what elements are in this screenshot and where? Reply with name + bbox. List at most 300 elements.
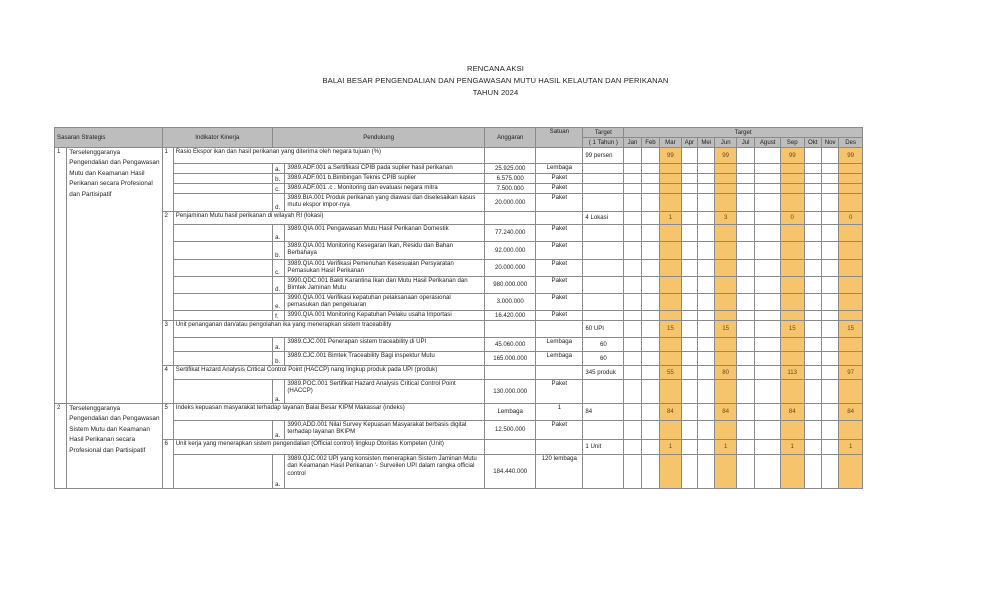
- month-cell-nov: [821, 212, 838, 225]
- title-line-2: BALAI BESAR PENGENDALIAN DAN PENGAWASAN MUTU HASIL KELAUTAN DAN PERIKANAN: [322, 76, 669, 85]
- pendukung-text: 3989.CJC.001 Penerapan sistem traceability di UPI: [285, 338, 485, 352]
- month-target-mar: 55: [660, 366, 682, 380]
- indikator-row: [55, 212, 863, 225]
- indikator-text: Unit penanganan dan/atau pengolahan ika yang menerapkan sistem traceability: [173, 321, 484, 338]
- month-cell-sep: [780, 242, 804, 260]
- month-cell-okt: [804, 260, 821, 277]
- pendukung-letter: a.: [273, 225, 285, 242]
- pendukung-anggaran: 6.575.000: [485, 174, 536, 184]
- month-target-sep: 99: [780, 148, 804, 164]
- month-cell-jan: [624, 225, 641, 242]
- pendukung-letter: a.: [273, 455, 285, 489]
- pendukung-text: 3989.CJC.001 Bimtek Traceability Bagi inspektur Mutu: [285, 352, 485, 366]
- month-cell-agust: [755, 174, 781, 184]
- pendukung-anggaran: 184.440.000: [485, 455, 536, 489]
- month-cell-apr: [681, 164, 697, 174]
- action-plan-table: [54, 127, 863, 489]
- indikator-target: 84: [583, 404, 624, 421]
- month-cell-jul: [736, 380, 754, 404]
- month-cell-des: [839, 184, 863, 194]
- month-cell-feb: [641, 404, 659, 421]
- indikator-text: Penjaminan Mutu hasil perikanan di wilayah RI (lokasi): [173, 212, 484, 225]
- pendukung-anggaran: 20.000.000: [485, 194, 536, 212]
- indent-cell: [173, 164, 272, 174]
- indent-cell: [173, 338, 272, 352]
- month-cell-jan: [624, 421, 641, 440]
- title-line-1: RENCANA AKSI: [467, 64, 524, 73]
- pendukung-letter: c.: [273, 260, 285, 277]
- month-cell-feb: [641, 440, 659, 455]
- month-cell-des: [839, 225, 863, 242]
- month-cell-mei: [698, 321, 715, 338]
- month-cell-feb: [641, 380, 659, 404]
- month-cell-sep: [780, 380, 804, 404]
- month-target-mar: 1: [660, 440, 682, 455]
- month-cell-nov: [821, 260, 838, 277]
- month-cell-agust: [755, 380, 781, 404]
- month-cell-okt: [804, 404, 821, 421]
- month-cell-agust: [755, 311, 781, 321]
- pendukung-target: 60: [583, 352, 624, 366]
- month-cell-okt: [804, 338, 821, 352]
- month-cell-mei: [698, 174, 715, 184]
- month-cell-okt: [804, 440, 821, 455]
- pendukung-target: [583, 174, 624, 184]
- pendukung-satuan: Paket: [536, 421, 583, 440]
- sasaran-number: 1: [55, 148, 67, 404]
- pendukung-satuan: Paket: [536, 294, 583, 311]
- month-cell-jul: [736, 277, 754, 294]
- month-cell-des: [839, 352, 863, 366]
- month-cell-okt: [804, 455, 821, 489]
- month-cell-jul: [736, 294, 754, 311]
- month-cell-sep: [780, 225, 804, 242]
- month-cell-feb: [641, 352, 659, 366]
- month-cell-jan: [624, 338, 641, 352]
- month-cell-mei: [698, 455, 715, 489]
- month-cell-jan: [624, 321, 641, 338]
- month-cell-apr: [681, 380, 697, 404]
- month-cell-mar: [660, 421, 682, 440]
- pendukung-text: 3989.QIA.001 Pengawasan Mutu Hasil Perikanan Domestik: [285, 225, 485, 242]
- indent-cell: [173, 277, 272, 294]
- month-cell-mei: [698, 338, 715, 352]
- month-cell-jan: [624, 294, 641, 311]
- pendukung-text: 3990.QIA.001 Verifikasi kepatuhan pelaksanaan operasional pemasukan dan pengeluaran: [285, 294, 485, 311]
- month-cell-sep: [780, 352, 804, 366]
- indikator-number: 2: [162, 212, 173, 321]
- pendukung-text: 3990.QIA.001 Monitoring Kepatuhan Pelaku usaha Importasi: [285, 311, 485, 321]
- month-cell-mar: [660, 352, 682, 366]
- month-cell-okt: [804, 174, 821, 184]
- month-cell-apr: [681, 184, 697, 194]
- month-cell-okt: [804, 164, 821, 174]
- indikator-number: 3: [162, 321, 173, 366]
- month-cell-mei: [698, 404, 715, 421]
- month-cell-jun: [715, 260, 737, 277]
- indikator-number: 6: [162, 440, 173, 489]
- month-cell-mei: [698, 242, 715, 260]
- month-cell-mar: [660, 242, 682, 260]
- month-cell-agust: [755, 440, 781, 455]
- pendukung-anggaran: 7.500.000: [485, 184, 536, 194]
- month-cell-apr: [681, 242, 697, 260]
- month-cell-nov: [821, 321, 838, 338]
- month-cell-nov: [821, 352, 838, 366]
- month-cell-jun: [715, 184, 737, 194]
- month-cell-okt: [804, 380, 821, 404]
- month-cell-des: [839, 260, 863, 277]
- pendukung-letter: b.: [273, 352, 285, 366]
- month-cell-mei: [698, 277, 715, 294]
- month-cell-okt: [804, 321, 821, 338]
- sasaran-text: Terselenggaranya Pengendalian dan Pengawasan Sistem Mutu dan Keamanan Hasil Perikanan secara Profesional dan Partisipatif: [67, 404, 162, 489]
- pendukung-target: [583, 421, 624, 440]
- month-cell-agust: [755, 404, 781, 421]
- pendukung-letter: a.: [273, 380, 285, 404]
- month-cell-feb: [641, 260, 659, 277]
- month-cell-nov: [821, 366, 838, 380]
- month-cell-sep: [780, 311, 804, 321]
- month-cell-mei: [698, 440, 715, 455]
- indent-cell: [173, 242, 272, 260]
- pendukung-satuan: Paket: [536, 225, 583, 242]
- pendukung-letter: e.: [273, 294, 285, 311]
- month-cell-agust: [755, 338, 781, 352]
- pendukung-target: [583, 311, 624, 321]
- month-cell-okt: [804, 184, 821, 194]
- pendukung-target: [583, 277, 624, 294]
- month-cell-sep: [780, 338, 804, 352]
- month-cell-sep: [780, 184, 804, 194]
- month-cell-sep: [780, 421, 804, 440]
- month-cell-sep: [780, 174, 804, 184]
- pendukung-target: [583, 455, 624, 489]
- month-cell-des: [839, 294, 863, 311]
- pendukung-anggaran: 77.240.000: [485, 225, 536, 242]
- pendukung-row: [55, 311, 863, 321]
- pendukung-satuan: Lembaga: [536, 164, 583, 174]
- indikator-anggaran: Lembaga: [485, 404, 536, 421]
- indikator-satuan: [536, 440, 583, 455]
- month-target-mar: 99: [660, 148, 682, 164]
- month-cell-agust: [755, 455, 781, 489]
- month-cell-agust: [755, 148, 781, 164]
- pendukung-text: 3989.ADF.001 a.Sertifikasi CPIB pada suplier hasil perikanan: [285, 164, 485, 174]
- month-cell-agust: [755, 194, 781, 212]
- indikator-number: 4: [162, 366, 173, 404]
- month-target-jun: 1: [715, 440, 737, 455]
- indikator-anggaran: [485, 366, 536, 380]
- indikator-text: Indeks kepuasan masyarakat terhadap layanan Balai Besar KIPM Makassar (indeks): [173, 404, 484, 421]
- month-cell-okt: [804, 148, 821, 164]
- month-cell-apr: [681, 277, 697, 294]
- indikator-target: 99 persen: [583, 148, 624, 164]
- indikator-satuan: [536, 321, 583, 338]
- month-cell-nov: [821, 404, 838, 421]
- pendukung-satuan: Paket: [536, 260, 583, 277]
- month-cell-apr: [681, 212, 697, 225]
- month-cell-apr: [681, 321, 697, 338]
- month-cell-des: [839, 174, 863, 184]
- month-target-des: 1: [839, 440, 863, 455]
- month-cell-des: [839, 421, 863, 440]
- month-cell-mar: [660, 311, 682, 321]
- month-cell-agust: [755, 260, 781, 277]
- month-cell-jun: [715, 242, 737, 260]
- month-cell-jun: [715, 225, 737, 242]
- month-cell-jan: [624, 174, 641, 184]
- month-cell-nov: [821, 164, 838, 174]
- month-cell-nov: [821, 380, 838, 404]
- month-cell-okt: [804, 294, 821, 311]
- sasaran-number: 2: [55, 404, 67, 489]
- month-cell-des: [839, 242, 863, 260]
- month-cell-jun: [715, 174, 737, 184]
- indent-cell: [173, 352, 272, 366]
- pendukung-text: 3989.BIA.001 Produk perikanan yang diawasi dan diselesaikan kasus mutu ekspor impor-nya: [285, 194, 485, 212]
- month-target-des: 84: [839, 404, 863, 421]
- month-cell-nov: [821, 277, 838, 294]
- month-cell-nov: [821, 338, 838, 352]
- month-target-jun: 99: [715, 148, 737, 164]
- pendukung-satuan: Paket: [536, 194, 583, 212]
- month-target-des: 99: [839, 148, 863, 164]
- pendukung-target: [583, 380, 624, 404]
- month-cell-jun: [715, 455, 737, 489]
- month-target-des: 0: [839, 212, 863, 225]
- month-cell-agust: [755, 366, 781, 380]
- pendukung-satuan: Paket: [536, 184, 583, 194]
- month-sep: Sep: [780, 138, 804, 148]
- month-target-mar: 15: [660, 321, 682, 338]
- month-cell-agust: [755, 277, 781, 294]
- pendukung-text: 3989.ADF.001 .c . Monitoring dan evaluasi negara mitra: [285, 184, 485, 194]
- month-cell-feb: [641, 294, 659, 311]
- month-target-des: 15: [839, 321, 863, 338]
- month-nov: Nov: [821, 138, 838, 148]
- sasaran-text: Terselenggaranya Pengendalian dan Pengawasan Mutu dan Keamanan Hasil Perikanan secara Profesional dan Partisipatif: [67, 148, 162, 404]
- month-jan: Jan: [624, 138, 641, 148]
- indikator-number: 5: [162, 404, 173, 440]
- pendukung-anggaran: 130.000.000: [485, 380, 536, 404]
- month-mar: Mar: [660, 138, 682, 148]
- month-cell-sep: [780, 164, 804, 174]
- pendukung-letter: b.: [273, 174, 285, 184]
- month-des: Des: [839, 138, 863, 148]
- month-cell-mar: [660, 294, 682, 311]
- month-cell-agust: [755, 321, 781, 338]
- month-cell-jul: [736, 148, 754, 164]
- header-target: Target: [583, 128, 624, 138]
- indikator-row: [55, 366, 863, 380]
- month-cell-mei: [698, 212, 715, 225]
- indikator-anggaran: [485, 440, 536, 455]
- month-cell-jul: [736, 212, 754, 225]
- pendukung-target: [583, 294, 624, 311]
- month-jul: Jul: [736, 138, 754, 148]
- month-cell-feb: [641, 321, 659, 338]
- month-cell-des: [839, 455, 863, 489]
- indikator-satuan: [536, 148, 583, 164]
- pendukung-text: 3989.QIA.001 Monitoring Kesegaran Ikan, Residu dan Bahan Berbahaya: [285, 242, 485, 260]
- indent-cell: [173, 174, 272, 184]
- indikator-anggaran: [485, 148, 536, 164]
- month-cell-sep: [780, 260, 804, 277]
- month-cell-jul: [736, 164, 754, 174]
- indikator-row: [55, 148, 863, 164]
- month-cell-feb: [641, 194, 659, 212]
- month-target-sep: 113: [780, 366, 804, 380]
- pendukung-letter: b.: [273, 242, 285, 260]
- month-cell-des: [839, 338, 863, 352]
- month-cell-jun: [715, 277, 737, 294]
- month-cell-feb: [641, 455, 659, 489]
- indent-cell: [173, 380, 272, 404]
- pendukung-anggaran: 45.060.000: [485, 338, 536, 352]
- pendukung-anggaran: 20.000.000: [485, 260, 536, 277]
- month-cell-mei: [698, 352, 715, 366]
- month-cell-mei: [698, 184, 715, 194]
- month-cell-jun: [715, 338, 737, 352]
- month-cell-sep: [780, 194, 804, 212]
- month-cell-jan: [624, 311, 641, 321]
- indent-cell: [173, 260, 272, 277]
- month-cell-feb: [641, 311, 659, 321]
- month-cell-apr: [681, 366, 697, 380]
- indent-cell: [173, 294, 272, 311]
- month-target-mar: 1: [660, 212, 682, 225]
- month-cell-jun: [715, 311, 737, 321]
- pendukung-anggaran: 92.000.000: [485, 242, 536, 260]
- month-cell-okt: [804, 421, 821, 440]
- month-cell-agust: [755, 242, 781, 260]
- month-target-jun: 3: [715, 212, 737, 225]
- month-cell-okt: [804, 277, 821, 294]
- month-cell-jun: [715, 380, 737, 404]
- indikator-text: Sertifikat Hazard Analysis Critical Control Point (HACCP) nang lingkup produk pada UPI (produk): [173, 366, 484, 380]
- pendukung-anggaran: 165.000.000: [485, 352, 536, 366]
- pendukung-text: 3989.QIA.001 Verifikasi Pemenuhan Kesesuaian Persyaratan Pemasukan Hasil Perikanan: [285, 260, 485, 277]
- pendukung-text: 3989.QJC.002 UPI yang konsisten menerapkan Sistem Jaminan Mutu dan Keamanan Hasil Perikanan '- Surveilen UPI dalam rangka official control: [285, 455, 485, 489]
- pendukung-target: [583, 225, 624, 242]
- indent-cell: [173, 311, 272, 321]
- month-cell-jan: [624, 366, 641, 380]
- document-title-block: [0, 63, 991, 99]
- month-apr: Apr: [681, 138, 697, 148]
- month-cell-okt: [804, 212, 821, 225]
- month-target-sep: 15: [780, 321, 804, 338]
- month-cell-jan: [624, 194, 641, 212]
- month-cell-des: [839, 311, 863, 321]
- month-cell-feb: [641, 164, 659, 174]
- month-cell-jan: [624, 440, 641, 455]
- month-target-jun: 15: [715, 321, 737, 338]
- month-cell-jul: [736, 184, 754, 194]
- indent-cell: [173, 421, 272, 440]
- month-cell-okt: [804, 225, 821, 242]
- pendukung-satuan: Paket: [536, 311, 583, 321]
- pendukung-target: [583, 194, 624, 212]
- pendukung-row: [55, 184, 863, 194]
- month-cell-jul: [736, 311, 754, 321]
- indikator-number: 1: [162, 148, 173, 212]
- month-cell-feb: [641, 212, 659, 225]
- indent-cell: [173, 184, 272, 194]
- month-cell-jan: [624, 260, 641, 277]
- month-cell-apr: [681, 404, 697, 421]
- header-sasaran: Sasaran Strategis: [55, 128, 163, 148]
- pendukung-letter: a.: [273, 421, 285, 440]
- month-cell-apr: [681, 194, 697, 212]
- month-cell-sep: [780, 455, 804, 489]
- header-target-months: Target: [624, 128, 863, 138]
- month-cell-mar: [660, 194, 682, 212]
- month-cell-agust: [755, 421, 781, 440]
- pendukung-satuan: Paket: [536, 277, 583, 294]
- pendukung-target: [583, 260, 624, 277]
- pendukung-satuan: Lembaga: [536, 352, 583, 366]
- month-agust: Agust: [755, 138, 781, 148]
- month-cell-jul: [736, 225, 754, 242]
- header-satuan: Satuan: [536, 128, 583, 148]
- month-cell-feb: [641, 421, 659, 440]
- month-target-mar: 84: [660, 404, 682, 421]
- pendukung-row: [55, 194, 863, 212]
- header-target-sub: ( 1 Tahun ): [583, 138, 624, 148]
- month-cell-des: [839, 277, 863, 294]
- month-cell-mei: [698, 380, 715, 404]
- title-line-3: TAHUN 2024: [472, 88, 519, 97]
- month-cell-apr: [681, 225, 697, 242]
- pendukung-anggaran: 25.925.000: [485, 164, 536, 174]
- month-cell-apr: [681, 148, 697, 164]
- month-cell-mar: [660, 260, 682, 277]
- month-cell-feb: [641, 184, 659, 194]
- pendukung-row: [55, 380, 863, 404]
- month-mei: Mei: [698, 138, 715, 148]
- header-indikator: Indikator Kinerja: [162, 128, 273, 148]
- month-cell-mar: [660, 338, 682, 352]
- indikator-satuan: [536, 366, 583, 380]
- month-cell-mar: [660, 277, 682, 294]
- month-cell-nov: [821, 148, 838, 164]
- month-cell-jun: [715, 421, 737, 440]
- month-cell-nov: [821, 225, 838, 242]
- month-cell-mei: [698, 260, 715, 277]
- month-cell-apr: [681, 440, 697, 455]
- pendukung-letter: d.: [273, 277, 285, 294]
- month-cell-apr: [681, 294, 697, 311]
- month-cell-jan: [624, 164, 641, 174]
- indikator-anggaran: [485, 321, 536, 338]
- month-cell-agust: [755, 164, 781, 174]
- indikator-target: 345 produk: [583, 366, 624, 380]
- pendukung-target: [583, 242, 624, 260]
- month-cell-jun: [715, 352, 737, 366]
- month-cell-jan: [624, 380, 641, 404]
- month-cell-feb: [641, 366, 659, 380]
- month-cell-des: [839, 164, 863, 174]
- month-cell-jul: [736, 260, 754, 277]
- pendukung-row: [55, 352, 863, 366]
- month-cell-jul: [736, 174, 754, 184]
- month-cell-nov: [821, 311, 838, 321]
- month-cell-jul: [736, 194, 754, 212]
- month-cell-jul: [736, 242, 754, 260]
- month-cell-sep: [780, 277, 804, 294]
- month-cell-mei: [698, 294, 715, 311]
